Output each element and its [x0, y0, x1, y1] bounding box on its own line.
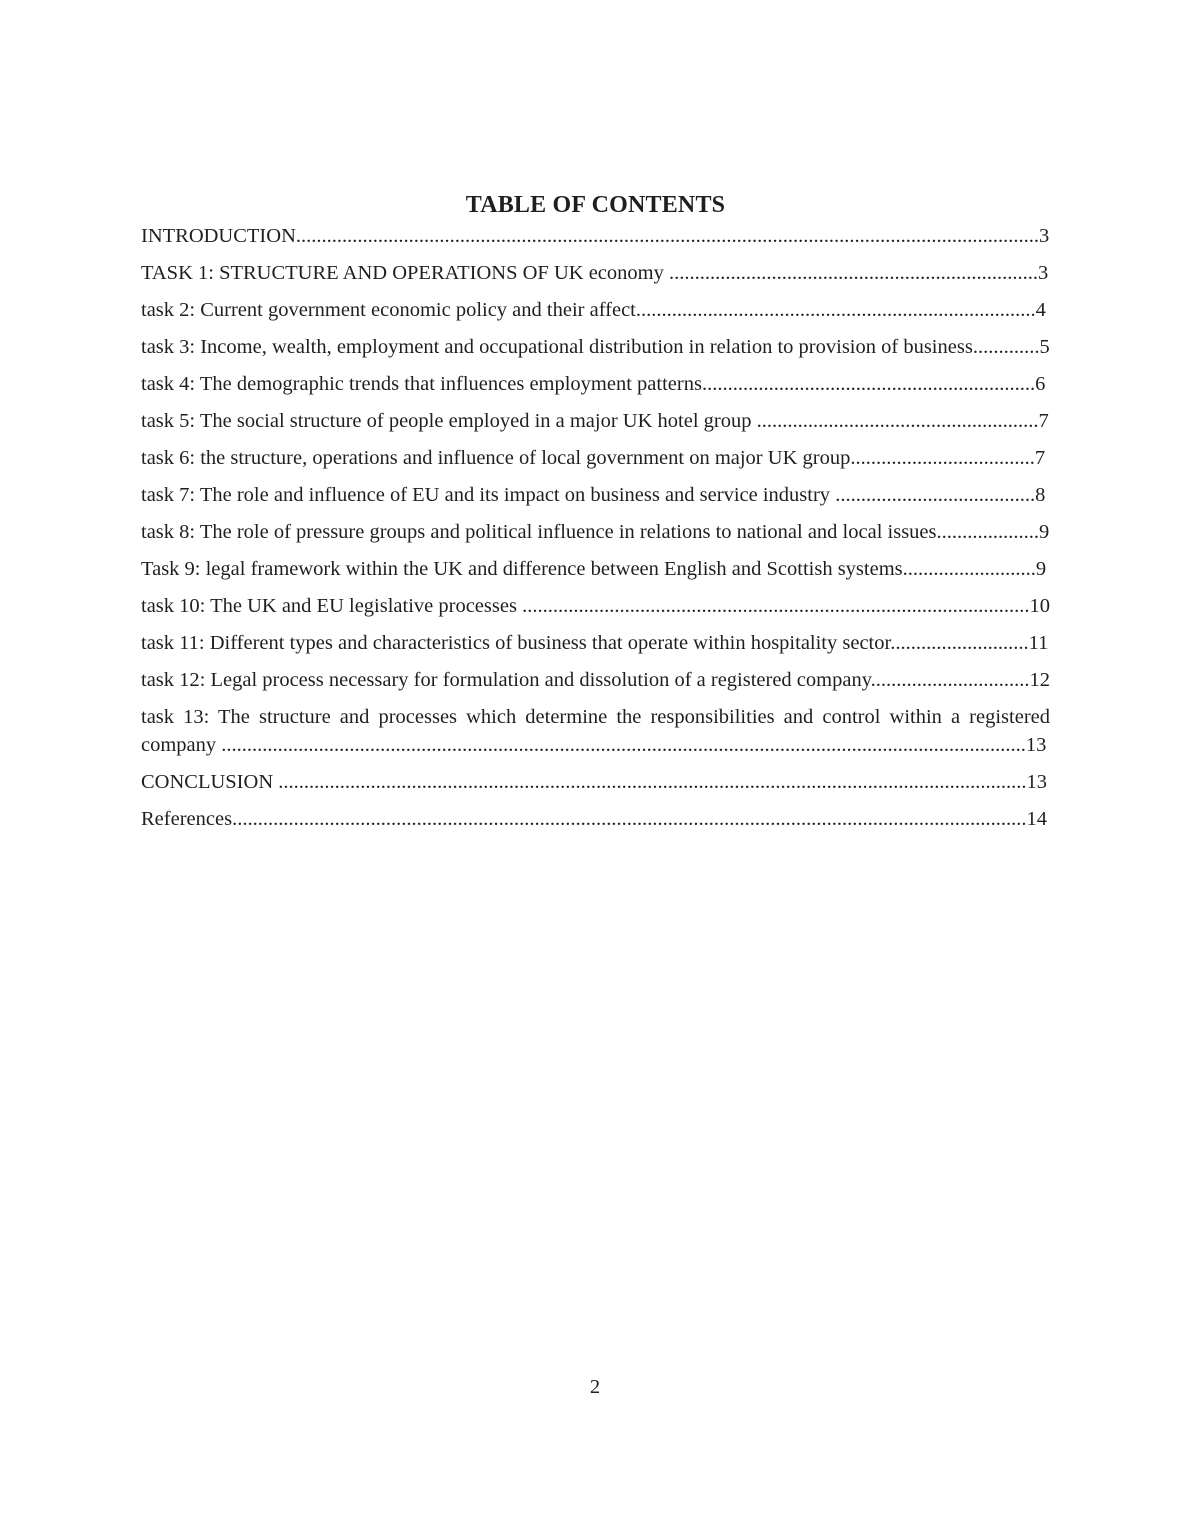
toc-entry-title: References: [141, 808, 233, 830]
toc-entry-page-number: 7: [1034, 447, 1046, 469]
page-number: 2: [589, 1376, 601, 1398]
toc-entry-page-number: 9: [1035, 558, 1047, 580]
toc-leader-dots: .............................................................................................................................................................: [221, 734, 1026, 756]
toc-entry-title: task 7: The role and influence of EU and its impact on business and service industry: [141, 484, 836, 506]
toc-entry-page-number: 14: [1026, 808, 1047, 830]
toc-entry-page-number: 6: [1035, 373, 1046, 395]
toc-entry-title: task 10: The UK and EU legislative processes: [141, 595, 523, 617]
toc-entry-page-number: 11: [1028, 632, 1049, 654]
toc-entry-title: task 3: Income, wealth, employment and occupational distribution in relation to provision of business: [141, 336, 973, 358]
toc-entry-title: task 6: the structure, operations and influence of local government on major UK group: [141, 447, 851, 469]
toc-entry: [141, 296, 1050, 324]
toc-entry-title: task 12: Legal process necessary for formulation and dissolution of a registered company: [141, 669, 871, 691]
toc-entry: [141, 259, 1050, 287]
toc-entry-title: task 2: Current government economic policy and their affect: [141, 299, 636, 321]
toc-leader-dots: .......................................: [835, 484, 1036, 506]
toc-entry: [141, 407, 1050, 435]
toc-entry-title: TASK 1: STRUCTURE AND OPERATIONS OF UK economy: [141, 262, 669, 284]
toc-entry-page-number: 10: [1029, 595, 1050, 617]
toc-leader-dots: ...........................................................................................................................................................: [232, 808, 1027, 830]
toc-leader-dots: ...........................: [890, 632, 1029, 654]
toc-entry-page-number: 5: [1039, 336, 1050, 358]
toc-entry: [141, 805, 1050, 833]
toc-entry-page-number: 13: [1025, 734, 1047, 756]
toc-entry-title: task 13: The structure and processes which determine the responsibilities and control within a registered company: [141, 706, 1050, 756]
toc-entry-title: CONCLUSION: [141, 771, 279, 793]
toc-entry: [141, 222, 1050, 250]
toc-entry-title: Task 9: legal framework within the UK and difference between English and Scottish systems: [141, 558, 903, 580]
toc-entry-page-number: 7: [1038, 410, 1049, 432]
toc-entry: [141, 629, 1050, 657]
toc-entry-page-number: 13: [1026, 771, 1047, 793]
toc-entry-page-number: 8: [1035, 484, 1046, 506]
toc-entry: [141, 481, 1050, 509]
toc-leader-dots: ...............................: [870, 669, 1030, 691]
toc-entry-title: task 4: The demographic trends that influences employment patterns: [141, 373, 702, 395]
toc-entry: [141, 333, 1050, 361]
toc-entry: [141, 444, 1050, 472]
toc-leader-dots: .................................................................: [701, 373, 1036, 395]
toc-leader-dots: ........................................................................: [668, 262, 1038, 284]
toc-entry: [141, 555, 1050, 583]
toc-entry-page-number: 4: [1035, 299, 1046, 321]
table-of-contents: [141, 190, 1050, 842]
toc-entry-page-number: 3: [1037, 262, 1049, 284]
toc-entry: [141, 518, 1050, 546]
toc-entry-page-number: 3: [1039, 225, 1050, 247]
toc-entry-page-number: 12: [1029, 669, 1050, 691]
page-title: TABLE OF CONTENTS: [465, 192, 726, 218]
toc-entry: [141, 703, 1050, 759]
toc-list: [141, 222, 1050, 833]
toc-leader-dots: ..................................................................................................................................................: [278, 771, 1027, 793]
toc-leader-dots: ..............................................................................: [635, 299, 1036, 321]
toc-leader-dots: ..........................: [902, 558, 1036, 580]
toc-entry: [141, 370, 1050, 398]
toc-leader-dots: .................................................................................................................................................: [295, 225, 1039, 247]
toc-entry-title: task 11: Different types and characteristics of business that operate within hospitality sector: [141, 632, 891, 654]
toc-entry: [141, 666, 1050, 694]
toc-entry-page-number: 9: [1039, 521, 1050, 543]
toc-leader-dots: ...................................................................................................: [522, 595, 1030, 617]
toc-leader-dots: .......................................................: [756, 410, 1039, 432]
toc-entry-title: INTRODUCTION: [141, 225, 296, 247]
toc-entry: [141, 592, 1050, 620]
toc-entry-title: task 5: The social structure of people employed in a major UK hotel group: [141, 410, 757, 432]
toc-entry-title: task 8: The role of pressure groups and political influence in relations to national and local issues: [141, 521, 937, 543]
toc-leader-dots: ....................: [936, 521, 1039, 543]
toc-entry: [141, 768, 1050, 796]
toc-leader-dots: .............: [972, 336, 1040, 358]
toc-leader-dots: ....................................: [850, 447, 1035, 469]
